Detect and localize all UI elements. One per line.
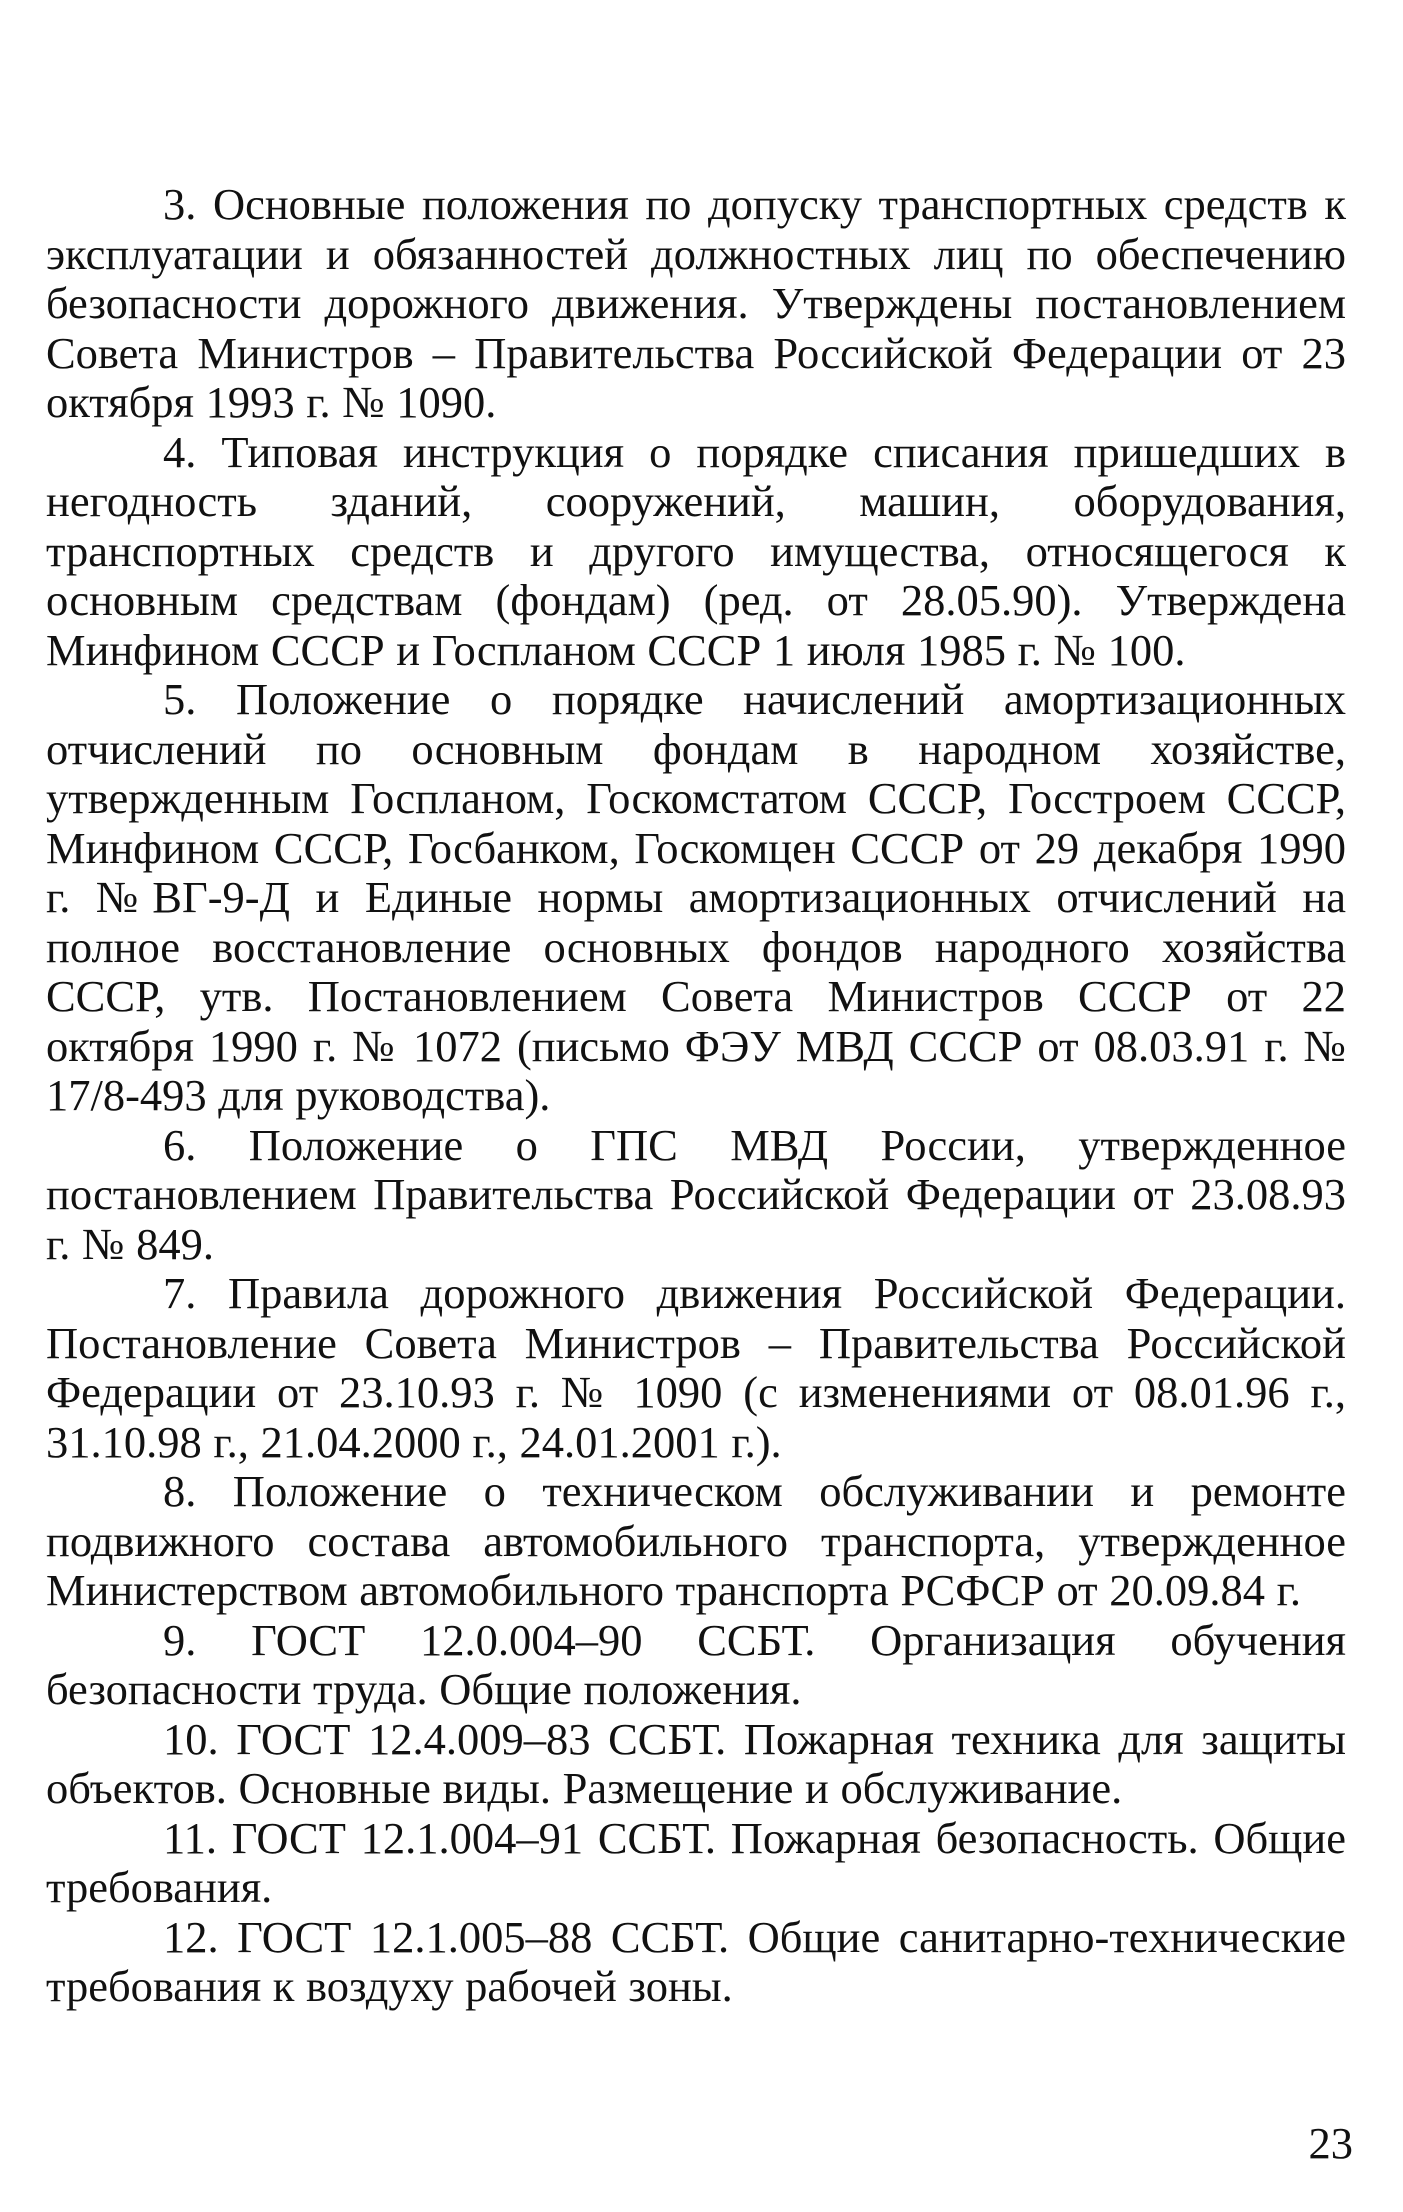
reference-entry-3: 3. Основные положения по допуску транспортных средств к эксплуатации и обязанностей должностных лиц по обеспечению безопасности дорожного движения. Утверждены постановлением Совета Министров – Правительства Российской Федерации от 23 октября 1993 г. № 1090. <box>46 179 1346 427</box>
reference-entry-9: 9. ГОСТ 12.0.004–90 ССБТ. Организация обучения безопасности труда. Общие положения. <box>46 1614 1346 1714</box>
reference-list <box>46 180 1346 2012</box>
reference-entry-5: 5. Положение о порядке начислений амортизационных отчислений по основным фондам в народном хозяйстве, утвержденным Госпланом, Госкомстатом СССР, Госстроем СССР, Минфином СССР, Госбанком, Госкомцен СССР от 29 декабря 1990 г. №ВГ-9-Д и Единые нормы амортизационных отчислений на полное восстановление основных фондов народного хозяйства СССР, утв. Постановлением Совета Министров СССР от 22 октября 1990 г. № 1072 (письмо ФЭУ МВД СССР от 08.03.91 г. № 17/8-493 для руководства). <box>46 674 1346 1120</box>
reference-entry-8: 8. Положение о техническом обслуживании и ремонте подвижного состава автомобильного транспорта, утвержденное Министерством автомобильного транспорта РСФСР от 20.09.84 г. <box>46 1466 1346 1615</box>
reference-entry-4: 4. Типовая инструкция о порядке списания пришедших в негодность зданий, сооружений, машин, оборудования, транспортных средств и другого имущества, относящегося к основным средствам (фондам) (ред. от 28.05.90). Утверждена Минфином СССР и Госпланом СССР 1 июля 1985 г. № 100. <box>46 426 1346 675</box>
reference-entry-10: 10. ГОСТ 12.4.009–83 ССБТ. Пожарная техника для защиты объектов. Основные виды. Размещение и обслуживание. <box>46 1713 1346 1813</box>
reference-entry-6: 6. Положение о ГПС МВД России, утвержденное постановлением Правительства Российской Федерации от 23.08.93 г. № 849. <box>46 1119 1346 1269</box>
reference-entry-12: 12. ГОСТ 12.1.005–88 ССБТ. Общие санитарно-технические требования к воздуху рабочей зоны. <box>46 1911 1346 2011</box>
page-number: 23 <box>1308 2118 1353 2168</box>
reference-entry-7: 7. Правила дорожного движения Российской Федерации. Постановление Совета Министров – Правительства Российской Федерации от 23.10.93 г. № 1090 (с изменениями от 08.01.96 г., 31.10.98 г., 21.04.2000 г., 24.01.2001 г.). <box>46 1268 1346 1467</box>
reference-entry-11: 11. ГОСТ 12.1.004–91 ССБТ. Пожарная безопасность. Общие требования. <box>46 1812 1346 1912</box>
